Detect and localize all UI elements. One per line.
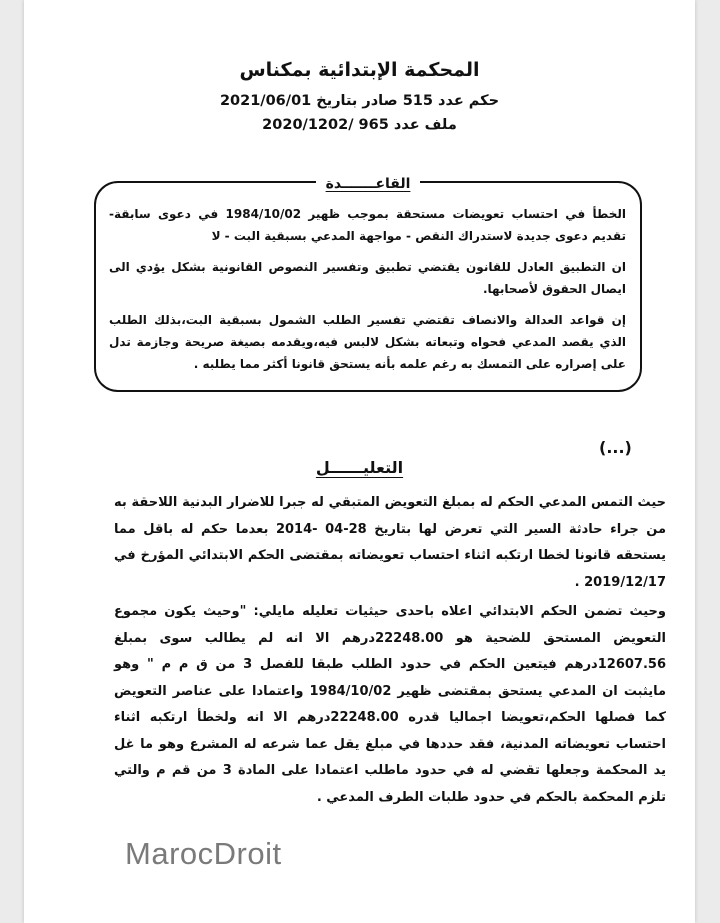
file-number: ملف عدد 965 /2020/1202 — [262, 117, 457, 133]
watermark-text: MarocDroit — [125, 836, 282, 871]
rule-title-wrap — [96, 173, 640, 193]
court-name: المحكمة الإبتدائية بمكناس — [239, 59, 480, 81]
document-header — [24, 58, 695, 136]
reasoning-title: التعليــــــل — [315, 458, 404, 477]
rule-box — [94, 176, 642, 392]
rule-paragraph: إن قواعد العدالة والانصاف تقتضي تفسير الطلب الشمول بسبقية البت،بذلك الطلب الذي يقصد المدعي فحواه وتبعاته بشكل لالبس فيه،ويقدمه بصيغة صريحة وجازمة تدل على إصراره على التمسك به رغم علمه بأنه يستحق قانونا أكثر مما يطلبه . — [109, 313, 626, 371]
judgment-number: حكم عدد 515 صادر بتاريخ 2021/06/01 — [219, 93, 500, 109]
rule-paragraph: الخطأ في احتساب تعويضات مستحقة بموجب ظهير 1984/10/02 في دعوى سابقة- تقديم دعوى جديدة لاستدراك النقص - مواجهة المدعي بسبقية البت - لا — [109, 207, 626, 243]
rule-body — [109, 203, 626, 375]
reasoning-paragraph-1 — [114, 490, 666, 596]
paragraph-text: وحيث تضمن الحكم الابتدائي اعلاه باحدى حيثيات تعليله مايلي: "وحيث يكون مجموع التعويض المستحق للضحية هو 22248.00درهم الا انه لم يطالب سوى بمبلغ 12607.56درهم فيتعين الحكم في حدود الطلب طبقا للفصل 3 من ق م م " وهو مايثبت ان المدعي يستحق بمقتضى ظهير 1984/10/02 واعتمادا على عناصر التعويض كما فصلها الحكم،تعويضا اجماليا قدره 22248.00درهم الا انه ولخطأ ارتكبه اثناء احتساب تعويضاته المدنية، فقد حددها في مبلغ يقل عما شرعه له المشرع وهو ما غل يد المحكمة وجعلها تقضي له في حدود ماطلب اعتمادا على المادة 3 من قم م والتي تلزم المحكمة بالحكم في حدود طلبات الطرف المدعي . — [114, 604, 666, 805]
omission-marker: (...) — [599, 438, 632, 457]
paragraph-text: حيث التمس المدعي الحكم له بمبلغ التعويض المتبقي له جبرا للاضرار البدنية اللاحقة به من جراء حادثة السير التي تعرض لها بتاريخ 28-04 -2014 بعدما حكم له باقل مما يستحقه قانونا لخطا ارتكبه اثناء احتساب تعويضاته بمقتضى الحكم الابتدائي المؤرخ في 2019/12/17 . — [114, 495, 667, 590]
rule-title: القاعـــــــدة — [316, 176, 421, 192]
document-page — [24, 0, 695, 923]
rule-paragraph: ان التطبيق العادل للقانون يقتضي تطبيق وتفسير النصوص القانونية بشكل يؤدي الى ايصال الحقوق لأصحابها. — [109, 260, 626, 296]
reasoning-paragraph-2 — [114, 599, 666, 811]
